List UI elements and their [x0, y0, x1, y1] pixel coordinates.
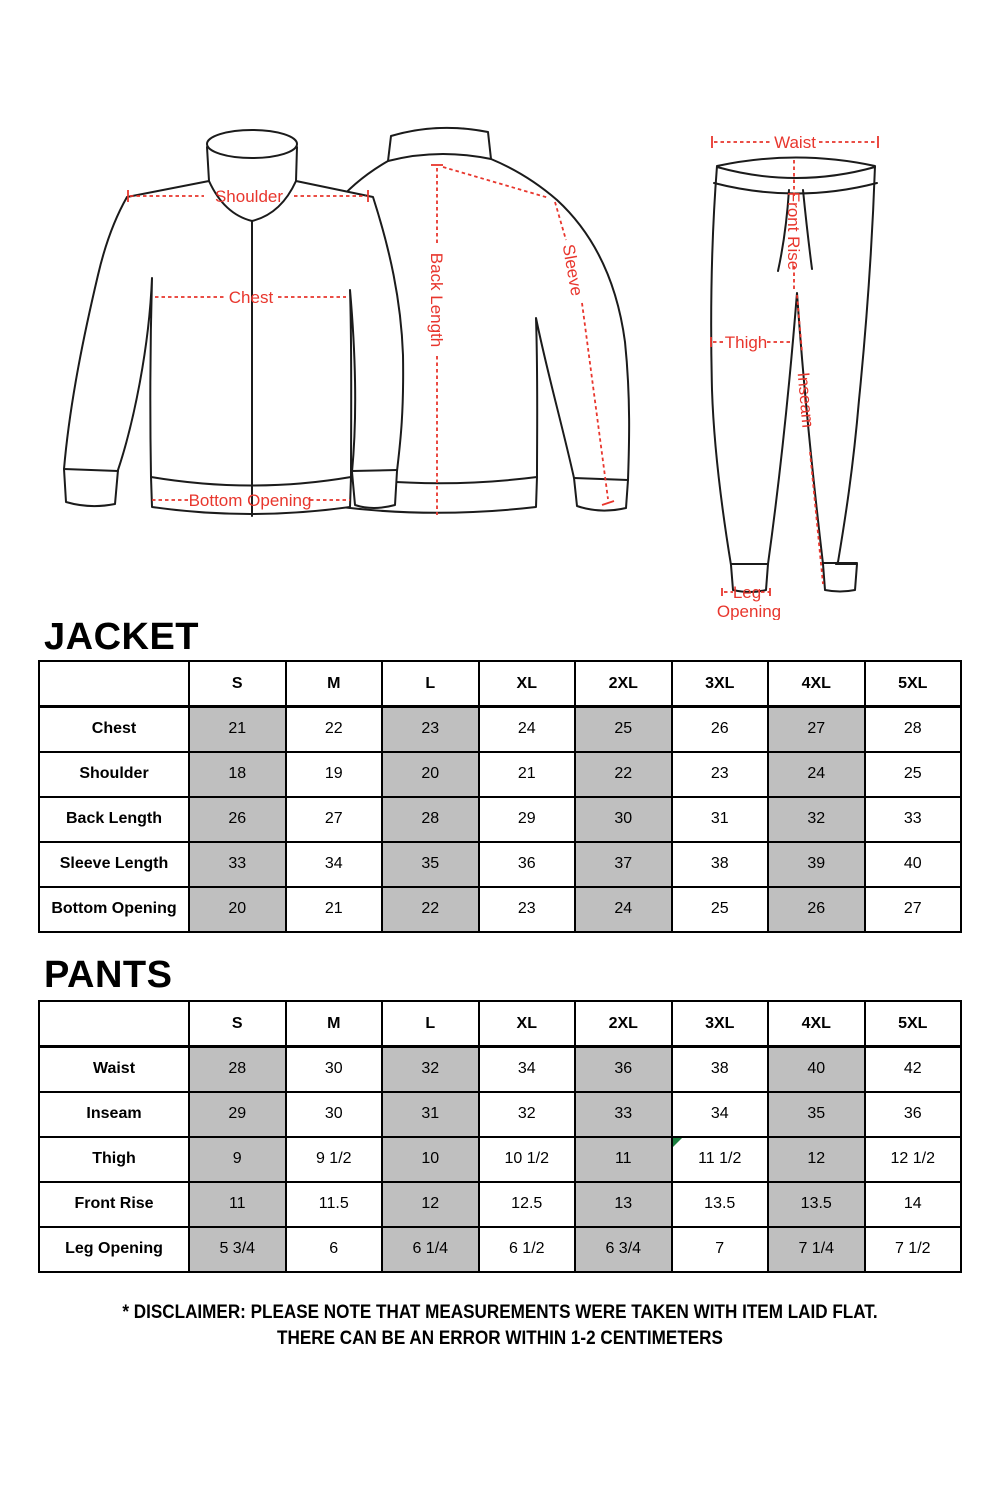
value-cell: 36 — [575, 1047, 672, 1092]
value-cell: 13.5 — [768, 1182, 865, 1227]
size-header-cell: 5XL — [865, 661, 962, 707]
table-row — [39, 752, 961, 797]
value-cell: 28 — [189, 1047, 286, 1092]
measurement-label-cell: Waist — [39, 1047, 189, 1092]
size-header-cell: XL — [479, 661, 576, 707]
size-header-cell: S — [189, 1001, 286, 1047]
value-cell: 30 — [575, 797, 672, 842]
value-cell: 35 — [382, 842, 479, 887]
table-row — [39, 1092, 961, 1137]
value-cell: 10 1/2 — [479, 1137, 576, 1182]
value-cell: 24 — [768, 752, 865, 797]
value-cell: 27 — [865, 887, 962, 932]
table-row — [39, 842, 961, 887]
value-cell: 37 — [575, 842, 672, 887]
leg-opening-measure-label-line2: Opening — [716, 602, 782, 620]
value-cell: 9 1/2 — [286, 1137, 383, 1182]
value-cell: 25 — [575, 707, 672, 752]
value-cell: 25 — [865, 752, 962, 797]
corner-cell — [39, 661, 189, 707]
measurement-label-cell: Inseam — [39, 1092, 189, 1137]
measurement-label-cell: Sleeve Length — [39, 842, 189, 887]
measurement-label-cell: Leg Opening — [39, 1227, 189, 1272]
size-header-cell: 2XL — [575, 661, 672, 707]
value-cell: 20 — [382, 752, 479, 797]
size-header-cell: 4XL — [768, 661, 865, 707]
value-cell: 39 — [768, 842, 865, 887]
inseam-measure-label: Inseam — [793, 371, 818, 429]
back-length-measure-label: Back Length — [427, 252, 446, 348]
size-header-row — [39, 1001, 961, 1047]
value-cell: 26 — [189, 797, 286, 842]
value-cell: 23 — [382, 707, 479, 752]
value-cell: 13 — [575, 1182, 672, 1227]
value-cell: 24 — [479, 707, 576, 752]
value-cell: 6 — [286, 1227, 383, 1272]
disclaimer-line-2: THERE CAN BE AN ERROR WITHIN 1-2 CENTIMETERS — [277, 1328, 723, 1349]
measurement-label-cell: Thigh — [39, 1137, 189, 1182]
value-cell: 22 — [286, 707, 383, 752]
value-cell: 19 — [286, 752, 383, 797]
value-cell: 25 — [672, 887, 769, 932]
size-header-cell: XL — [479, 1001, 576, 1047]
value-cell: 34 — [286, 842, 383, 887]
size-header-cell: L — [382, 1001, 479, 1047]
size-header-cell: L — [382, 661, 479, 707]
value-cell: 31 — [672, 797, 769, 842]
table-row — [39, 1227, 961, 1272]
cell-note-marker — [673, 1138, 682, 1147]
measurement-label-cell: Shoulder — [39, 752, 189, 797]
jacket-size-table — [38, 660, 962, 933]
value-cell: 6 1/2 — [479, 1227, 576, 1272]
value-cell: 34 — [672, 1092, 769, 1137]
pants-size-table — [38, 1000, 962, 1273]
table-row — [39, 1047, 961, 1092]
size-header-cell: M — [286, 1001, 383, 1047]
measurement-label-cell: Front Rise — [39, 1182, 189, 1227]
value-cell: 11.5 — [286, 1182, 383, 1227]
value-cell: 32 — [768, 797, 865, 842]
value-cell: 29 — [189, 1092, 286, 1137]
measurement-label-cell: Bottom Opening — [39, 887, 189, 932]
size-header-cell: 4XL — [768, 1001, 865, 1047]
leg-opening-measure-label-line1: Leg — [732, 583, 762, 602]
front-rise-measure-label: Front Rise — [784, 191, 803, 271]
value-cell: 23 — [672, 752, 769, 797]
value-cell: 12 — [382, 1182, 479, 1227]
size-header-cell: 2XL — [575, 1001, 672, 1047]
thigh-measure-label: Thigh — [724, 333, 768, 352]
value-cell: 7 1/4 — [768, 1227, 865, 1272]
table-row — [39, 887, 961, 932]
value-cell: 33 — [189, 842, 286, 887]
pants-section-heading: PANTS — [44, 954, 173, 996]
value-cell: 7 1/2 — [865, 1227, 962, 1272]
disclaimer-text — [50, 1300, 950, 1352]
value-cell: 38 — [672, 842, 769, 887]
table-row — [39, 707, 961, 752]
size-header-cell: M — [286, 661, 383, 707]
value-cell: 11 — [575, 1137, 672, 1182]
value-cell: 10 — [382, 1137, 479, 1182]
value-cell: 40 — [768, 1047, 865, 1092]
value-cell: 33 — [575, 1092, 672, 1137]
value-cell: 9 — [189, 1137, 286, 1182]
value-cell: 28 — [865, 707, 962, 752]
value-cell: 18 — [189, 752, 286, 797]
value-cell: 26 — [768, 887, 865, 932]
value-cell: 35 — [768, 1092, 865, 1137]
size-guide-diagram — [0, 0, 1000, 620]
value-cell: 7 — [672, 1227, 769, 1272]
value-cell: 12.5 — [479, 1182, 576, 1227]
value-cell: 36 — [865, 1092, 962, 1137]
disclaimer-line-1: * DISCLAIMER: PLEASE NOTE THAT MEASUREMENTS WERE TAKEN WITH ITEM LAID FLAT. — [122, 1302, 878, 1323]
corner-cell — [39, 1001, 189, 1047]
value-cell: 21 — [286, 887, 383, 932]
value-cell: 26 — [672, 707, 769, 752]
table-row — [39, 1137, 961, 1182]
value-cell: 21 — [479, 752, 576, 797]
size-header-cell: S — [189, 661, 286, 707]
value-cell: 28 — [382, 797, 479, 842]
value-cell: 30 — [286, 1092, 383, 1137]
value-cell: 30 — [286, 1047, 383, 1092]
value-cell: 13.5 — [672, 1182, 769, 1227]
value-cell: 5 3/4 — [189, 1227, 286, 1272]
value-cell: 20 — [189, 887, 286, 932]
value-cell: 40 — [865, 842, 962, 887]
measurement-label-cell: Chest — [39, 707, 189, 752]
value-cell: 14 — [865, 1182, 962, 1227]
value-cell: 33 — [865, 797, 962, 842]
value-cell: 36 — [479, 842, 576, 887]
value-cell: 29 — [479, 797, 576, 842]
table-row — [39, 1182, 961, 1227]
value-cell: 38 — [672, 1047, 769, 1092]
value-cell: 12 — [768, 1137, 865, 1182]
value-cell: 32 — [479, 1092, 576, 1137]
value-cell: 42 — [865, 1047, 962, 1092]
value-cell: 23 — [479, 887, 576, 932]
bottom-opening-measure-label: Bottom Opening — [188, 491, 312, 510]
value-cell: 22 — [382, 887, 479, 932]
chest-measure-label: Chest — [228, 288, 274, 307]
sleeve-measure-label: Sleeve — [558, 242, 587, 298]
value-cell: 6 1/4 — [382, 1227, 479, 1272]
value-cell: 12 1/2 — [865, 1137, 962, 1182]
value-cell: 6 3/4 — [575, 1227, 672, 1272]
value-cell: 21 — [189, 707, 286, 752]
value-cell: 34 — [479, 1047, 576, 1092]
table-row — [39, 797, 961, 842]
waist-measure-label: Waist — [774, 133, 816, 152]
value-cell: 11 1/2 — [672, 1137, 769, 1182]
shoulder-measure-label: Shoulder — [214, 187, 284, 206]
size-header-cell: 3XL — [672, 1001, 769, 1047]
value-cell: 27 — [768, 707, 865, 752]
value-cell: 32 — [382, 1047, 479, 1092]
size-header-cell: 5XL — [865, 1001, 962, 1047]
value-cell: 31 — [382, 1092, 479, 1137]
jacket-section-heading: JACKET — [44, 616, 200, 658]
value-cell: 22 — [575, 752, 672, 797]
size-header-row — [39, 661, 961, 707]
value-cell: 11 — [189, 1182, 286, 1227]
size-header-cell: 3XL — [672, 661, 769, 707]
measurement-label-cell: Back Length — [39, 797, 189, 842]
value-cell: 27 — [286, 797, 383, 842]
value-cell: 24 — [575, 887, 672, 932]
